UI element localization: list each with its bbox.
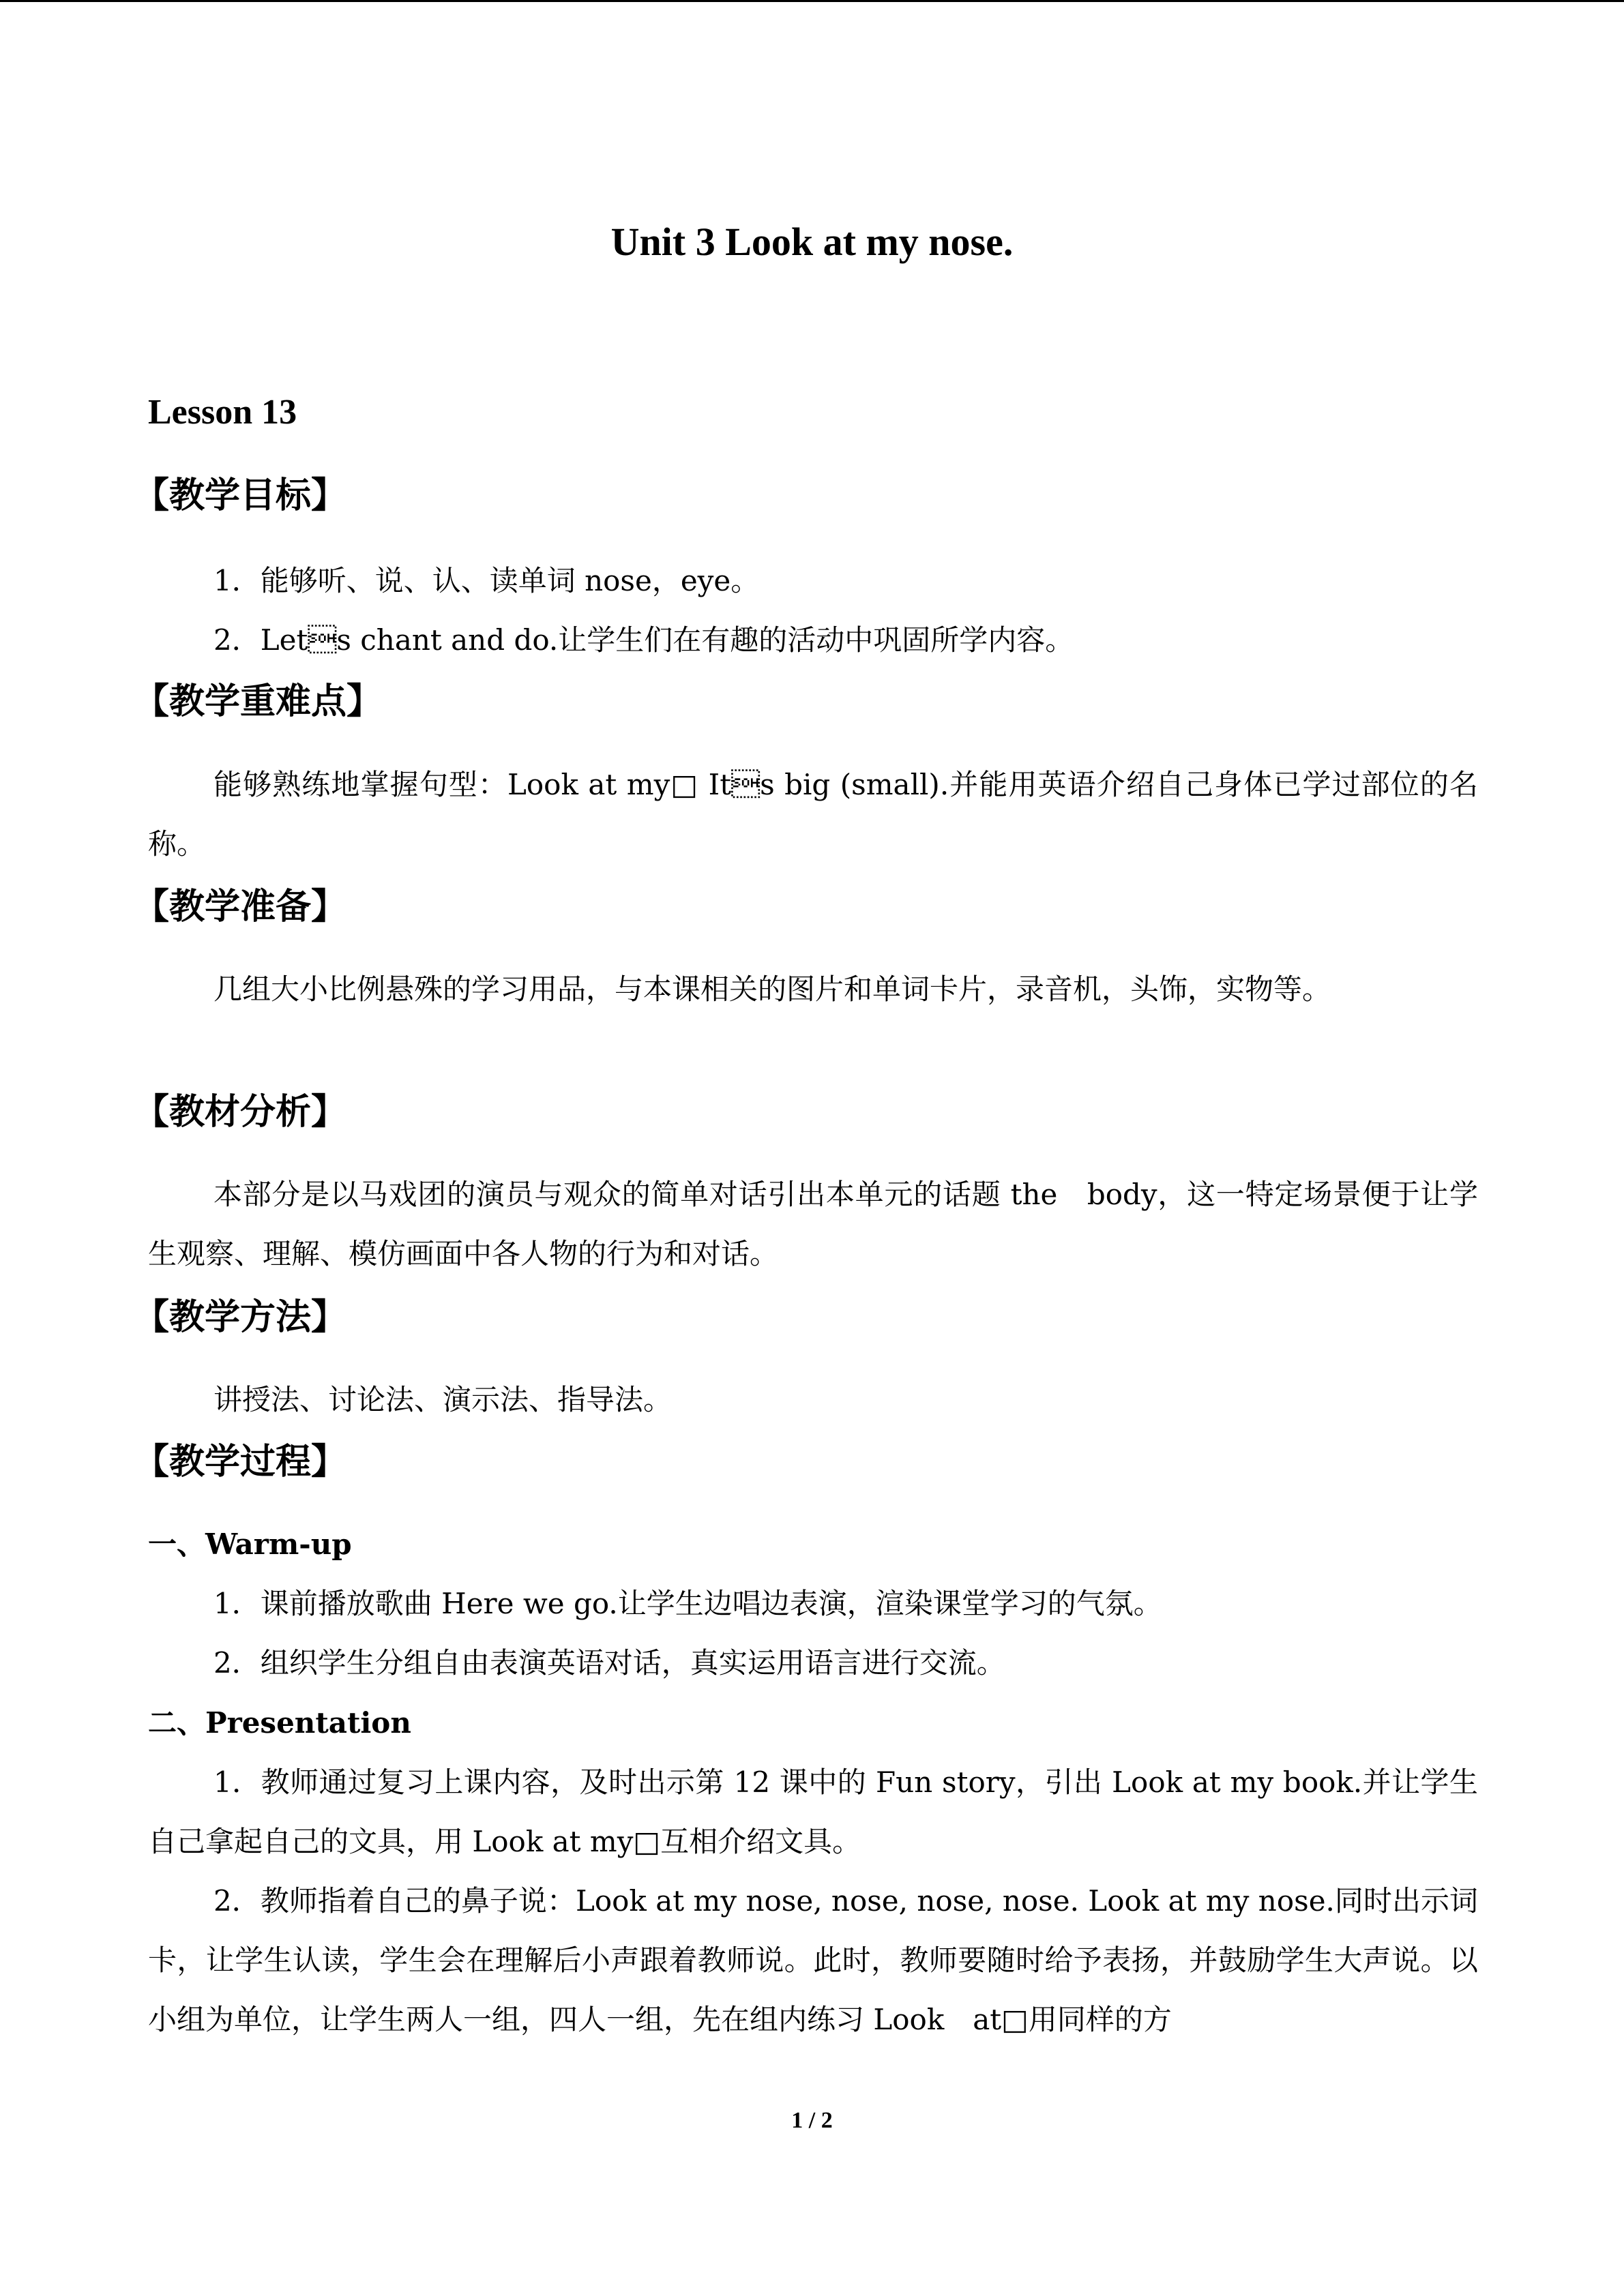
key-points-heading: 【教学重难点】 (134, 681, 383, 722)
presentation-item-1: 1．教师通过复习上课内容，及时出示第 12 课中的 Fun story，引出 Look at my book.并让学生自己拿起自己的文具，用 Look at my□互相介绍文具。 (148, 1765, 1478, 1858)
document-title: Unit 3 Look at my nose. (610, 220, 1014, 264)
objectives-heading: 【教学目标】 (134, 475, 347, 516)
lesson-heading: Lesson 13 (148, 393, 297, 432)
warmup-heading: 一、Warm-up (148, 1527, 352, 1561)
presentation-item-2: 2．教师指着自己的鼻子说：Look at my nose, nose, nose, nose. Look at my nose.同时出示词卡，让学生认读，学生会在理解后小声跟着教师说。此时，教师要随时给予表扬，并鼓励学生大声说。以小组为单位，让学生两人一组，四人一组，先在组内练习 Look at□用同样的方 (148, 1884, 1478, 2036)
warmup-item-2: 2．组织学生分组自由表演英语对话，真实运用语言进行交流。 (213, 1646, 1005, 1680)
objective-item-1: 1．能够听、说、认、读单词 nose，eye。 (213, 564, 760, 597)
page-number: 1 / 2 (791, 2108, 833, 2133)
preparation-paragraph: 几组大小比例悬殊的学习用品，与本课相关的图片和单词卡片，录音机，头饰，实物等。 (213, 972, 1331, 1006)
preparation-heading: 【教学准备】 (134, 886, 347, 927)
analysis-heading: 【教材分析】 (134, 1091, 347, 1133)
methods-paragraph: 讲授法、讨论法、演示法、指导法。 (213, 1383, 673, 1416)
key-points-paragraph: 能够熟练地掌握句型：Look at my□ Its big (small).并能用英语介绍自己身体已学过部位的名称。 (148, 768, 1478, 861)
analysis-paragraph: 本部分是以马戏团的演员与观众的简单对话引出本单元的话题 the body，这一特定场景便于让学生观察、理解、模仿画面中各人物的行为和对话。 (148, 1178, 1478, 1270)
methods-heading: 【教学方法】 (134, 1296, 347, 1338)
presentation-heading: 二、Presentation (148, 1706, 411, 1740)
process-heading: 【教学过程】 (134, 1441, 347, 1482)
objective-item-2: 2．Lets chant and do.让学生们在有趣的活动中巩固所学内容。 (213, 623, 1074, 657)
warmup-item-1: 1．课前播放歌曲 Here we go.让学生边唱边表演，渲染课堂学习的气氛。 (213, 1587, 1162, 1620)
